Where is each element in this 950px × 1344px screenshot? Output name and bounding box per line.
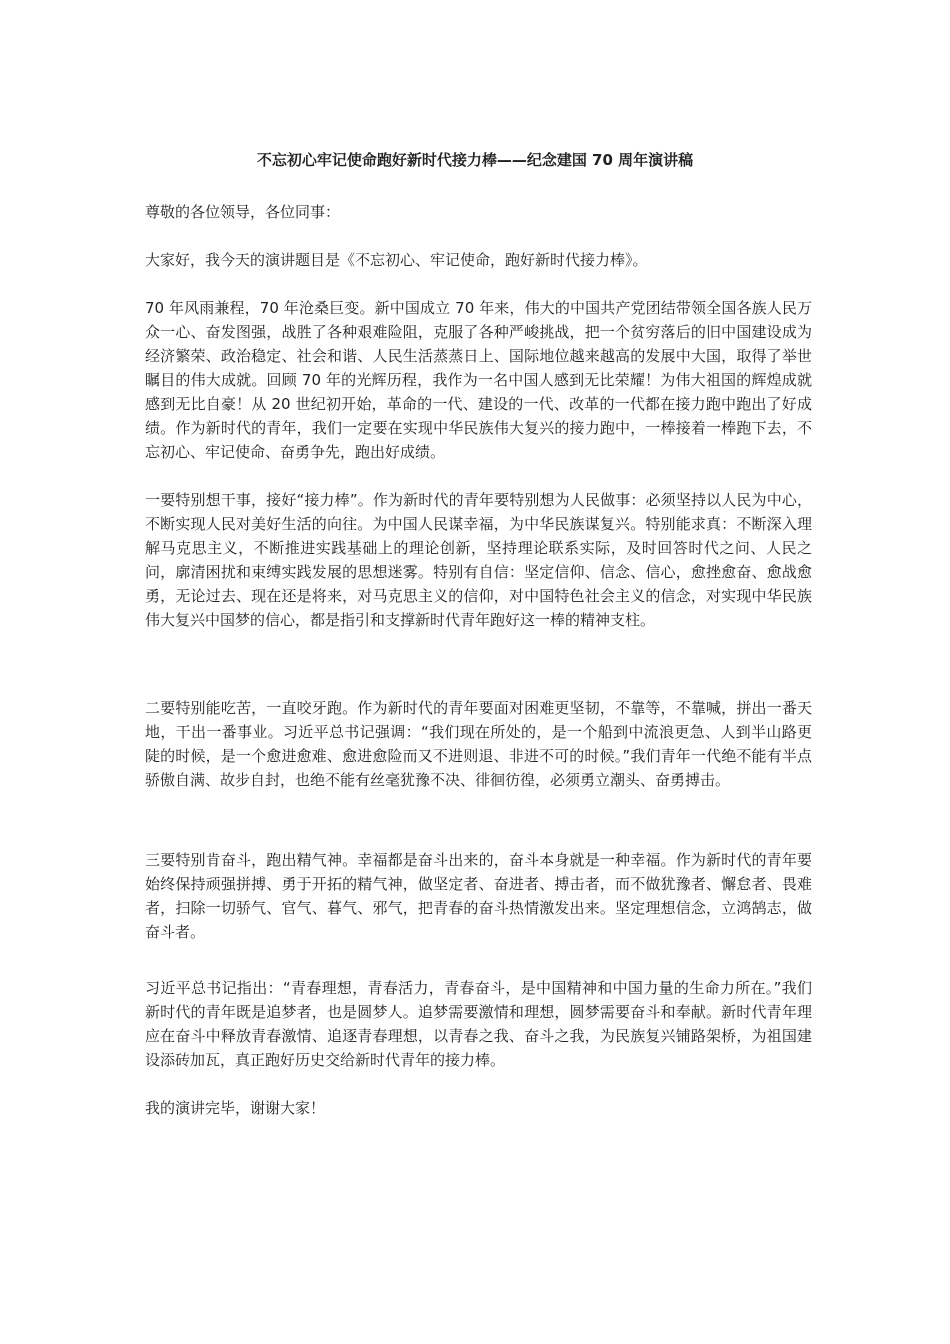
closing-paragraph: 我的演讲完毕，谢谢大家！ <box>145 1099 326 1117</box>
greeting-paragraph: 尊敬的各位领导，各位同事： <box>145 203 341 221</box>
body-paragraph-2: 一要特别想干事，接好“接力棒”。作为新时代的青年要特别想为人民做事：必须坚持以人民为中心，不断实现人民对美好生活的向往。为中国人民谋幸福，为中华民族谋复兴。特别能求真：不断深入理解马克思主义，不断推进实践基础上的理论创新，坚持理论联系实际，及时回答时代之问、人民之问，廓清困扰和束缚实践发展的思想迷雾。特别有自信：坚定信仰、信念、信心，愈挫愈奋、愈战愈勇，无论过去、现在还是将来，对马克思主义的信仰，对中国特色社会主义的信念，对实现中华民族伟大复兴中国梦的信心，都是指引和支撑新时代青年跑好这一棒的精神支柱。 <box>145 491 812 629</box>
intro-paragraph: 大家好，我今天的演讲题目是《不忘初心、牢记使命，跑好新时代接力棒》。 <box>145 251 648 269</box>
body-paragraph-5: 习近平总书记指出：“青春理想，青春活力，青春奋斗，是中国精神和中国力量的生命力所在。”我们新时代的青年既是追梦者，也是圆梦人。追梦需要激情和理想，圆梦需要奋斗和奉献。新时代青年理应在奋斗中释放青春激情、追逐青春理想，以青春之我、奋斗之我，为民族复兴铺路架桥，为祖国建设添砖加瓦，真正跑好历史交给新时代青年的接力棒。 <box>145 979 812 1069</box>
body-paragraph-1: 70 年风雨兼程，70 年沧桑巨变。新中国成立 70 年来，伟大的中国共产党团结带领全国各族人民万众一心、奋发图强，战胜了各种艰难险阻，克服了各种严峻挑战，把一个贫穷落后的旧中国建设成为经济繁荣、政治稳定、社会和谐、人民生活蒸蒸日上、国际地位越来越高的发展中大国，取得了举世瞩目的伟大成就。回顾 70 年的光辉历程，我作为一名中国人感到无比荣耀！为伟大祖国的辉煌成就感到无比自豪！从 20 世纪初开始，革命的一代、建设的一代、改革的一代都在接力跑中跑出了好成绩。作为新时代的青年，我们一定要在实现中华民族伟大复兴的接力跑中，一棒接着一棒跑下去，不忘初心、牢记使命、奋勇争先，跑出好成绩。 <box>145 299 812 461</box>
body-paragraph-4: 三要特别肯奋斗，跑出精气神。幸福都是奋斗出来的，奋斗本身就是一种幸福。作为新时代的青年要始终保持顽强拼搏、勇于开拓的精气神，做坚定者、奋进者、搏击者，而不做犹豫者、懈怠者、畏难者，扫除一切骄气、官气、暮气、邪气，把青春的奋斗热情激发出来。坚定理想信念，立鸿鹄志，做奋斗者。 <box>145 851 812 941</box>
body-paragraph-3: 二要特别能吃苦，一直咬牙跑。作为新时代的青年要面对困难更坚韧，不靠等，不靠喊，拼出一番天地，干出一番事业。习近平总书记强调：“我们现在所处的，是一个船到中流浪更急、人到半山路更陡的时候，是一个愈进愈难、愈进愈险而又不进则退、非进不可的时候。”我们青年一代绝不能有半点骄傲自满、故步自封，也绝不能有丝毫犹豫不决、徘徊彷徨，必须勇立潮头、奋勇搏击。 <box>145 699 812 789</box>
document-title: 不忘初心牢记使命跑好新时代接力棒——纪念建国 70 周年演讲稿 <box>256 151 694 169</box>
